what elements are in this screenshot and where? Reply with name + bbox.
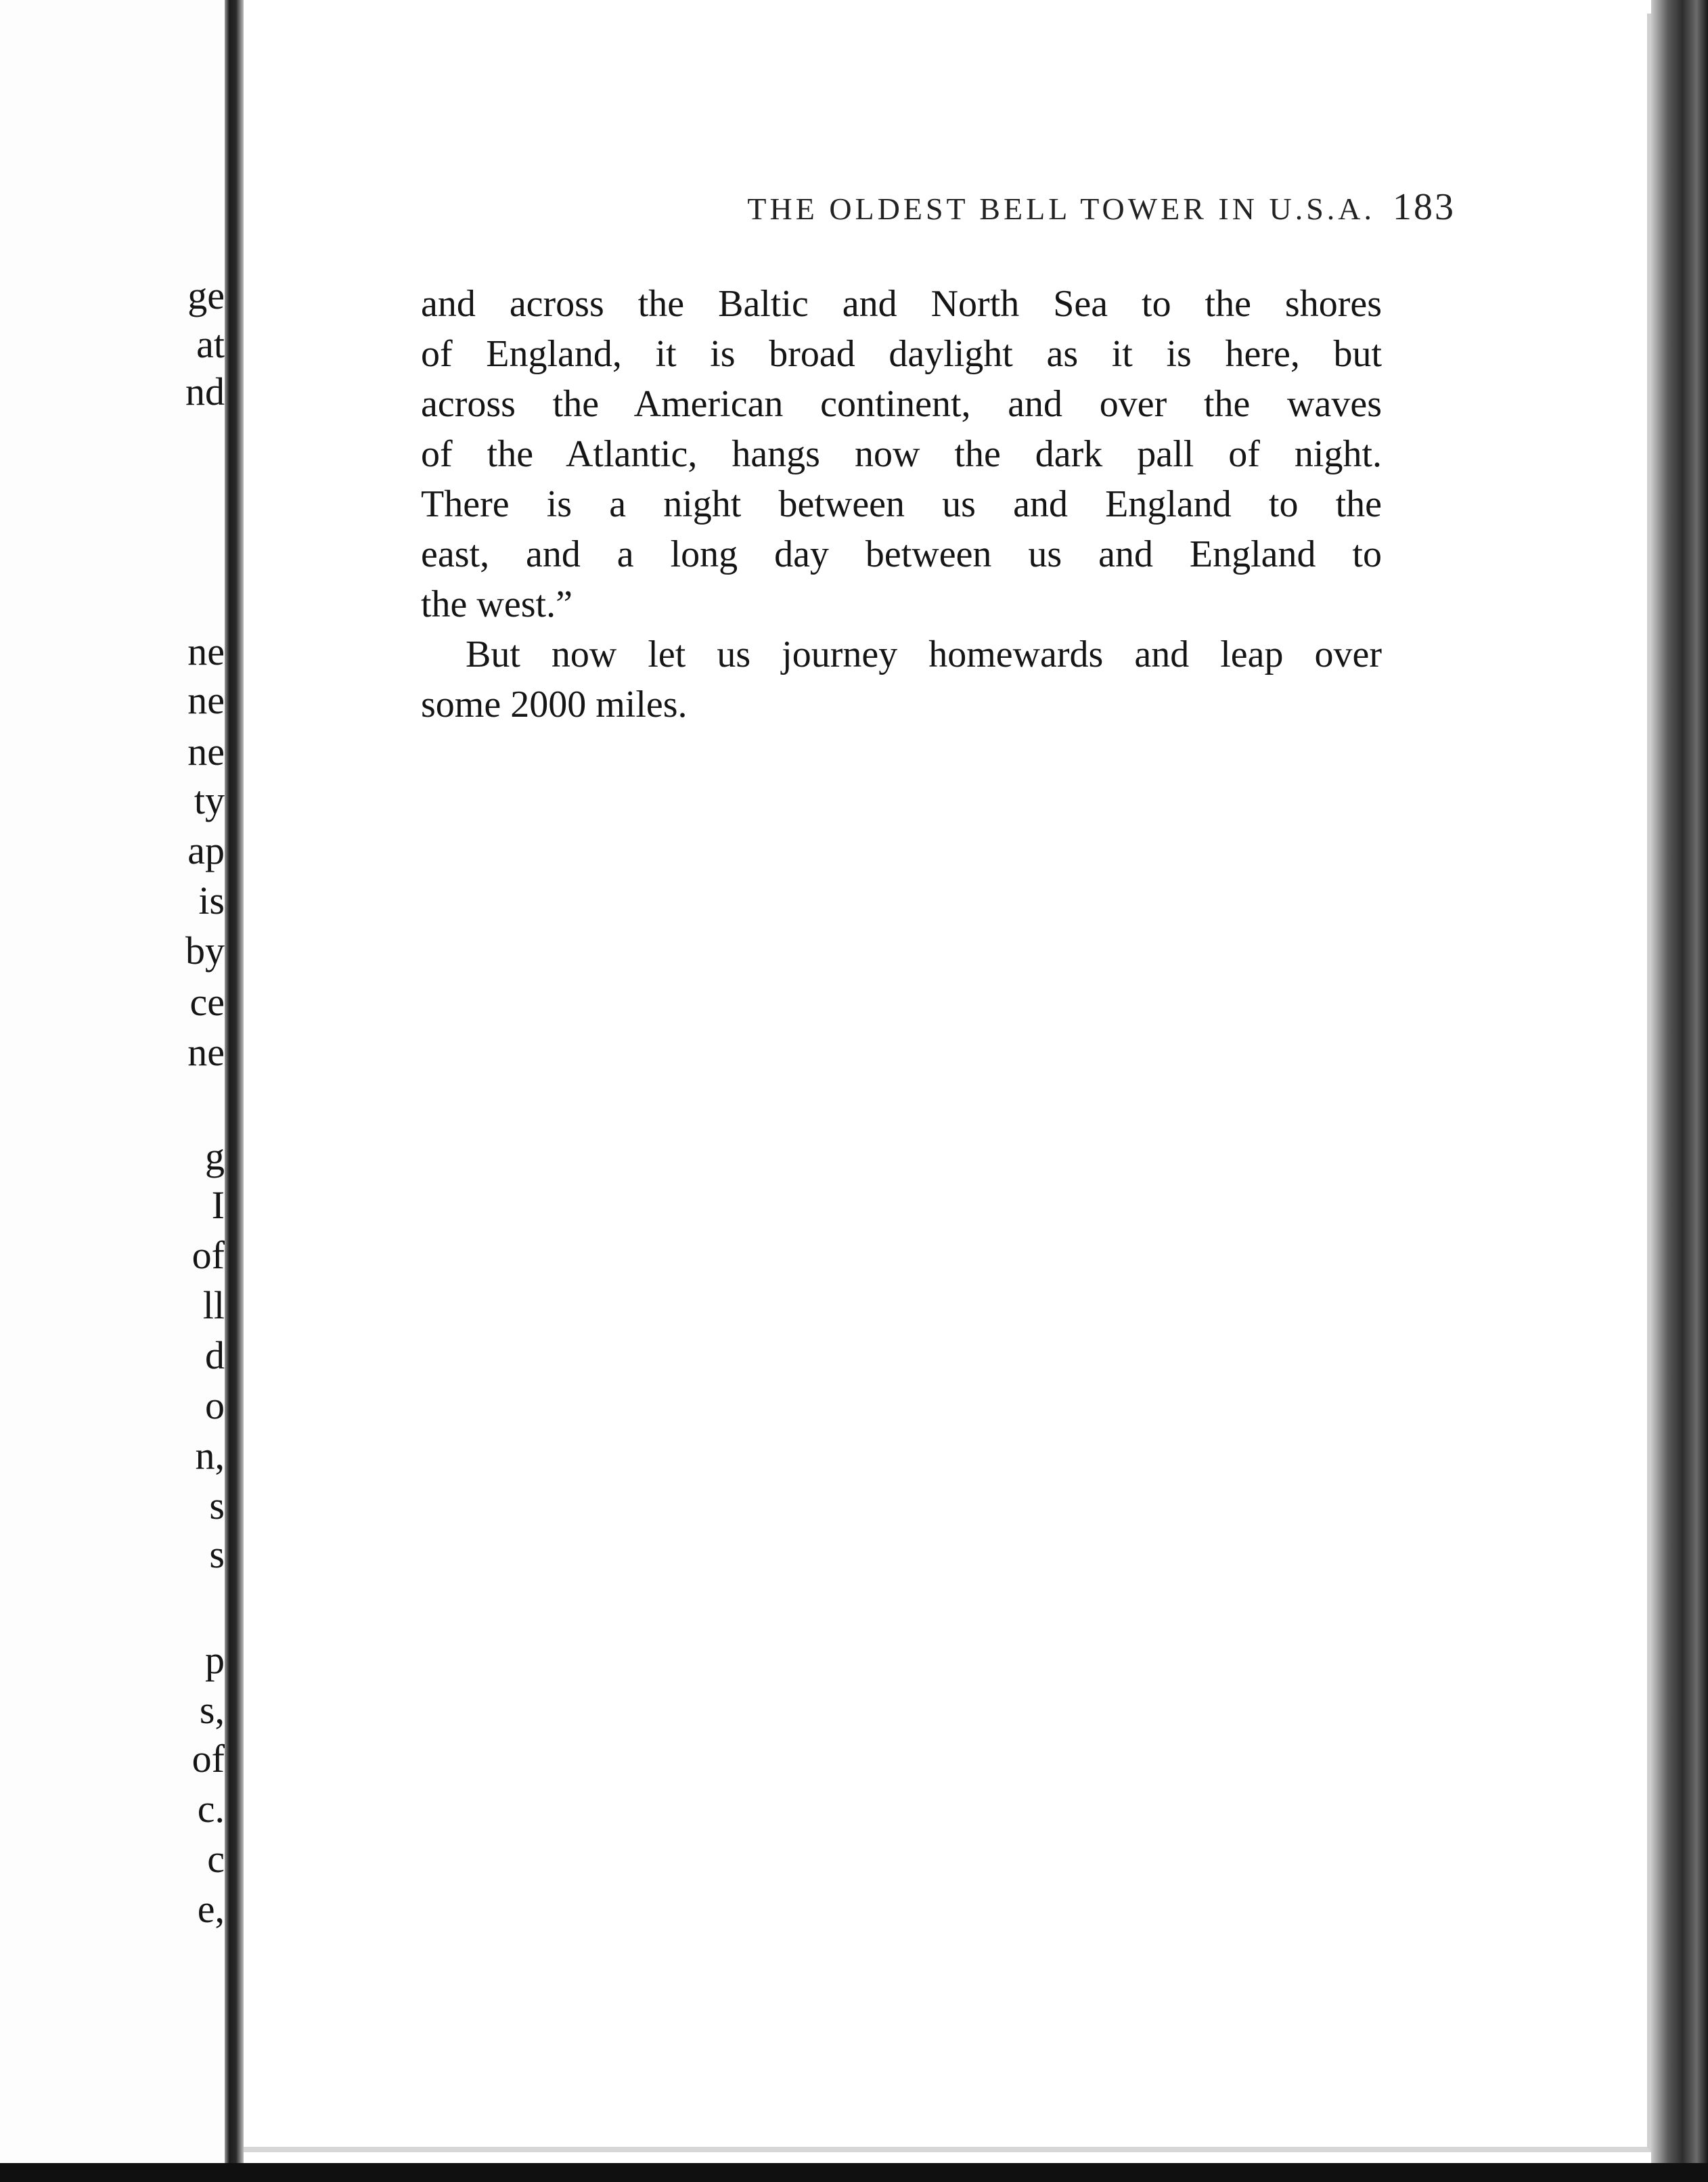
left-fragment: by [185,929,225,973]
left-fragment: s [209,1484,225,1528]
left-fragment: ap [187,828,225,872]
text-line: There is a night between us and England to the [421,483,1382,525]
book-edge [1651,0,1708,2182]
page-number: 183 [1393,186,1456,228]
running-head-title: THE OLDEST BELL TOWER IN U.S.A. [747,192,1375,226]
left-fragment: e, [197,1887,225,1931]
text-line: the west.” [421,583,572,625]
left-fragment: ne [187,1030,225,1074]
left-fragment: s, [199,1688,225,1732]
text-line: east, and a long day between us and England to [421,533,1382,575]
left-fragment: at [196,322,225,366]
left-fragment: I [211,1183,225,1227]
book-gutter [225,0,244,2182]
left-fragment: is [198,878,225,922]
text-line: But now let us journey homewards and leap over [466,633,1382,675]
body-text [421,279,1382,730]
left-fragment: ge [187,273,225,317]
left-page-text-fragments [116,0,225,2182]
left-facing-page [0,0,225,2182]
left-fragment: of [192,1737,225,1781]
left-fragment: ce [189,980,225,1024]
text-line: some 2000 miles. [421,684,688,726]
left-fragment: o [205,1383,225,1427]
left-fragment: p [205,1638,225,1682]
left-fragment: ne [187,629,225,673]
paragraph [421,629,1382,730]
left-fragment: g [205,1134,225,1178]
left-fragment: nd [185,370,225,414]
text-line: and across the Baltic and North Sea to the shores [421,283,1382,325]
left-fragment: ll [202,1283,225,1327]
left-fragment: ne [187,678,225,722]
left-fragment: c. [197,1787,225,1831]
left-fragment: c [207,1837,225,1881]
bottom-edge [0,2163,1708,2182]
paragraph [421,279,1382,629]
left-fragment: of [192,1233,225,1277]
left-fragment: ty [194,778,225,822]
left-fragment: ne [187,730,225,774]
text-line: of England, it is broad daylight as it is here, but [421,333,1382,375]
left-fragment: s [209,1532,225,1576]
left-fragment: d [205,1333,225,1377]
text-line: across the American continent, and over the waves [421,383,1382,425]
right-page [244,14,1651,2152]
left-fragment: n, [195,1433,225,1477]
text-line: of the Atlantic, hangs now the dark pall of night. [421,433,1382,475]
